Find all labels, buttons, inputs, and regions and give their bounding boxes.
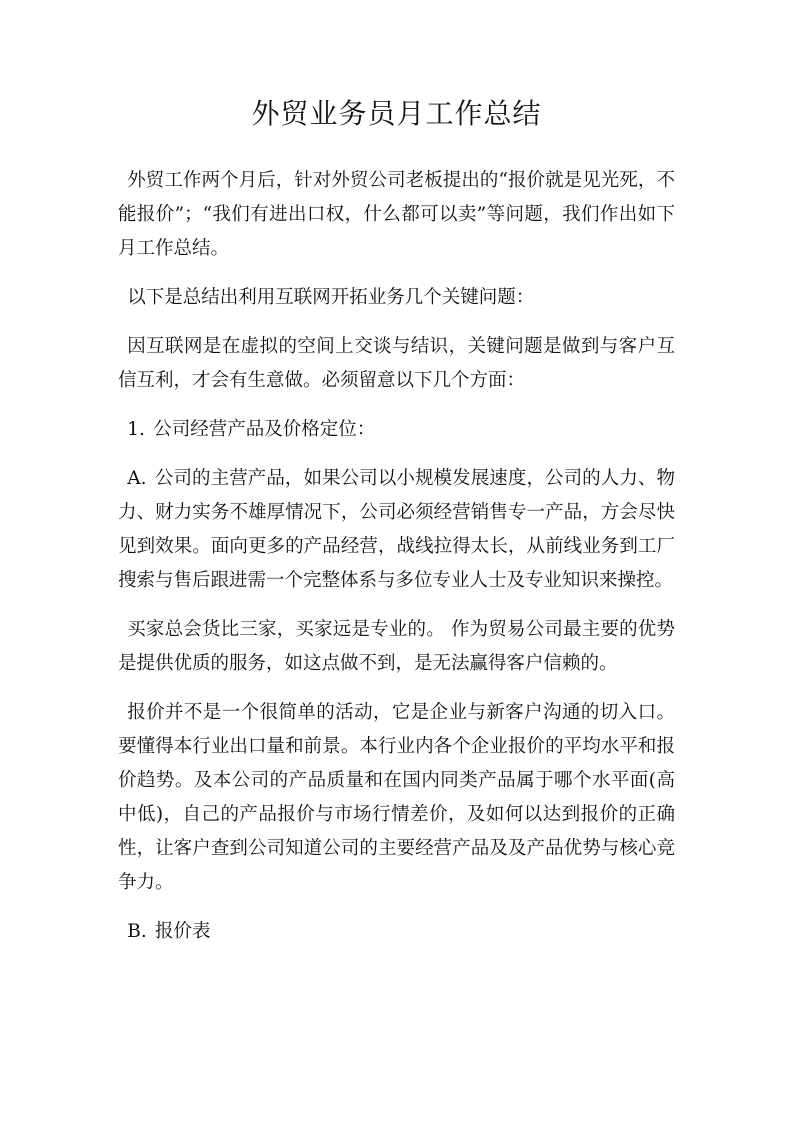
buyer-comparison-paragraph: 买家总会货比三家，买家远是专业的。 作为贸易公司最主要的优势是提供优质的服务，如这点做不到，是无法赢得客户信赖的。 [118, 619, 675, 674]
item-b-heading [118, 915, 675, 949]
quotation-paragraph: 报价并不是一个很简单的活动，它是企业与新客户沟通的切入口。要懂得本行业出口量和前景。本行业内各个企业报价的平均水平和报价趋势。及本公司的产品质量和在国内同类产品属于哪个水平面(高中低)，自己的产品报价与市场行情差价，及如何以达到报价的正确性，让客户查到公司知道公司的主要经营产品及及产品优势与核心竞争力。 [118, 702, 675, 893]
summary-lead-paragraph: 以下是总结出利用互联网开拓业务几个关键问题： [127, 287, 535, 308]
item-a-paragraph [118, 462, 675, 598]
item-b-marker: B. [127, 921, 147, 942]
item-a-text: 公司的主营产品，如果公司以小规模发展速度，公司的人力、物力、财力实务不雄厚情况下，公司必须经营销售专一产品，方会尽快见到效果。面向更多的产品经营，战线拉得太长，从前线业务到工厂搜索与售后跟进需一个完整体系与多位专业人士及专业知识来操控。 [118, 468, 675, 591]
section-1-heading [118, 413, 675, 447]
item-a-marker: A. [127, 468, 147, 489]
intro-paragraph: 外贸工作两个月后，针对外贸公司老板提出的“报价就是见光死，不能报价”；“我们有进出口权，什么都可以卖”等问题，我们作出如下月工作总结。 [118, 170, 675, 259]
section-1-text: 公司经营产品及价格定位： [153, 419, 376, 440]
section-1-marker: 1. [127, 419, 145, 440]
document-title: 外贸业务员月工作总结 [251, 97, 542, 130]
item-b-text: 报价表 [155, 921, 211, 942]
internet-trust-paragraph: 因互联网是在虚拟的空间上交谈与结识，关键问题是做到与客户互信互利，才会有生意做。必须留意以下几个方面： [118, 336, 675, 391]
